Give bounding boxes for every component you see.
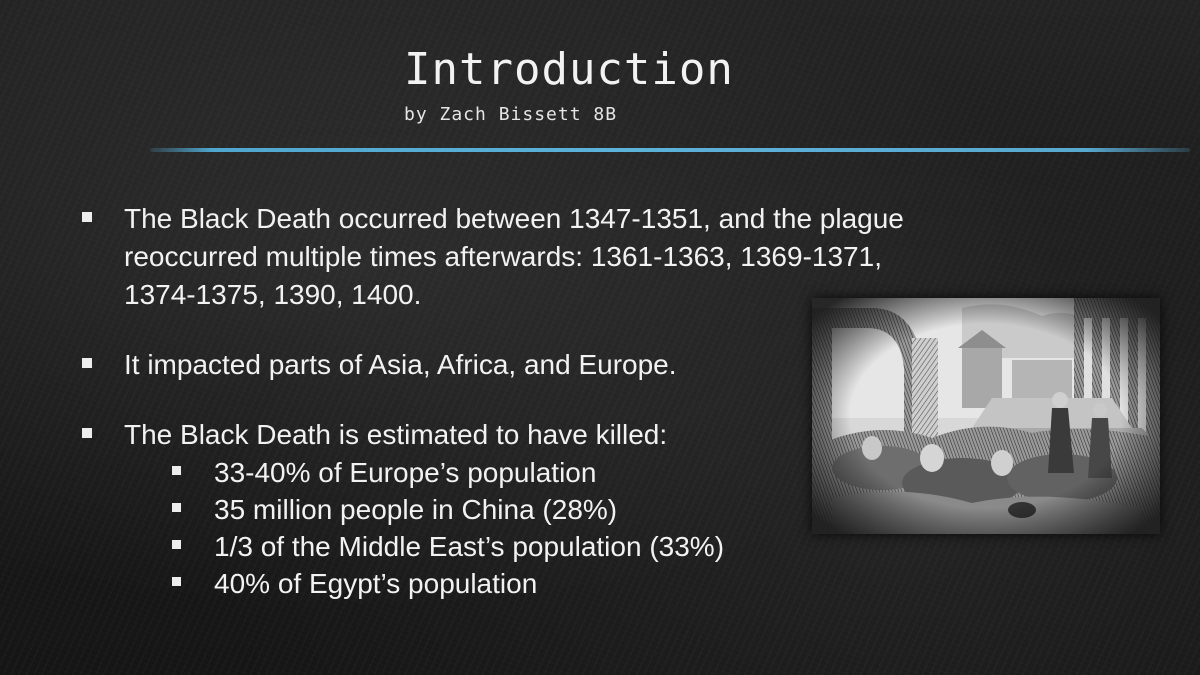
square-bullet-icon	[82, 212, 92, 222]
bullet-text: The Black Death occurred between 1347-1351, and the plague reoccurred multiple times afterwards: 1361-1363, 1369-1371, 1374-1375, 1390, 1400.	[124, 203, 904, 310]
sub-bullet-item	[76, 565, 954, 602]
square-bullet-icon	[172, 577, 181, 586]
slide-subtitle: by Zach Bissett 8B	[404, 104, 618, 125]
sub-bullet-text: 33-40% of Europe’s population	[214, 457, 597, 488]
bullet-item	[74, 200, 954, 314]
square-bullet-icon	[82, 358, 92, 368]
title-divider	[150, 148, 1190, 152]
sub-bullet-text: 40% of Egypt’s population	[214, 568, 538, 599]
square-bullet-icon	[82, 428, 92, 438]
square-bullet-icon	[172, 503, 181, 512]
sub-bullet-text: 35 million people in China (28%)	[214, 494, 618, 525]
plague-engraving-image	[812, 298, 1160, 534]
bullet-text: The Black Death is estimated to have killed:	[124, 419, 668, 450]
square-bullet-icon	[172, 466, 181, 475]
sub-bullet-text: 1/3 of the Middle East’s population (33%)	[214, 531, 725, 562]
square-bullet-icon	[172, 540, 181, 549]
slide-title: Introduction	[404, 44, 734, 95]
bullet-text: It impacted parts of Asia, Africa, and Europe.	[124, 349, 677, 380]
